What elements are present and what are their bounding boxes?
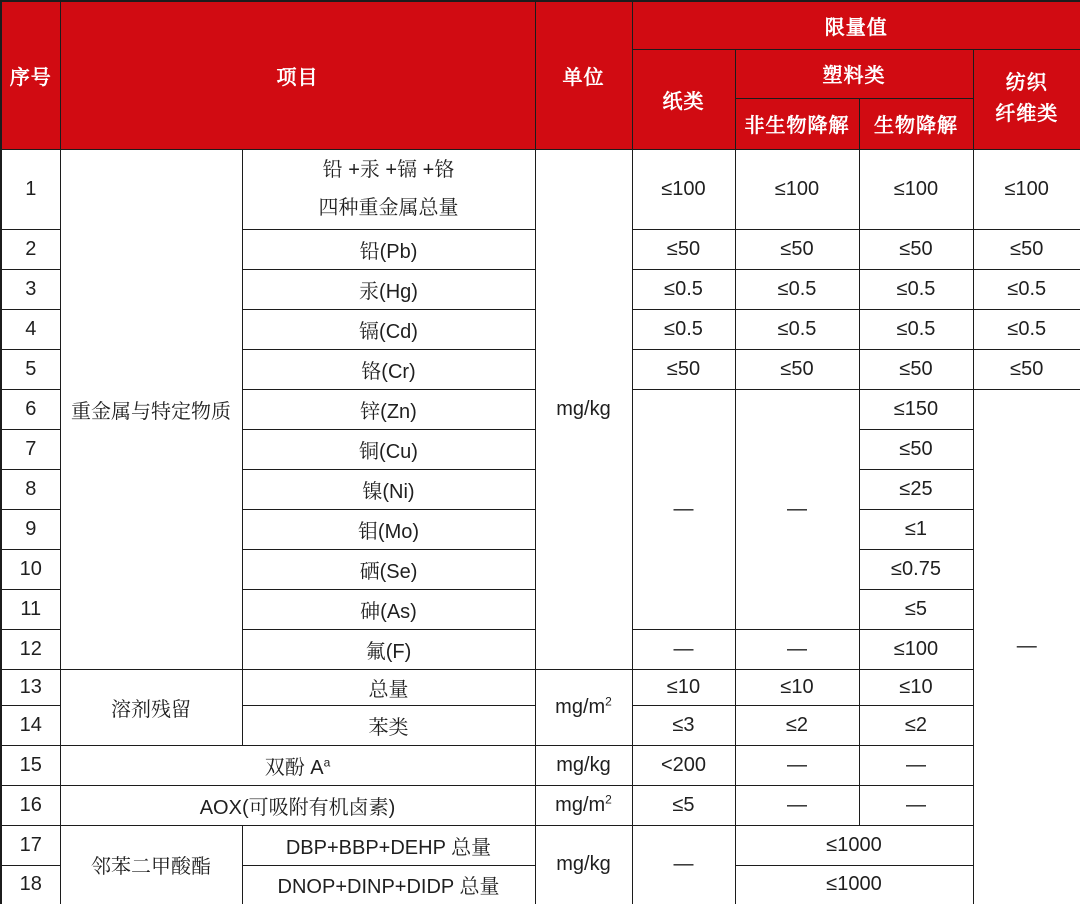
header-item: 项目 — [60, 1, 535, 149]
cell-item-r8: 镍(Ni) — [242, 469, 535, 509]
cell-serial-r1: 1 — [1, 149, 60, 229]
cell-textile-r3: ≤0.5 — [973, 269, 1080, 309]
cell-serial-r16: 16 — [1, 785, 60, 825]
table-row-17 — [1, 825, 1080, 865]
cell-plastic-nonbio-r13: ≤10 — [735, 669, 859, 705]
cell-unit-r15: mg/kg — [535, 745, 632, 785]
cell-item-r11: 砷(As) — [242, 589, 535, 629]
cell-paper-r15: <200 — [632, 745, 735, 785]
cell-plastic-nonbio-r3: ≤0.5 — [735, 269, 859, 309]
table-row-1 — [1, 149, 1080, 229]
cell-item-r5: 铬(Cr) — [242, 349, 535, 389]
cell-serial-r4: 4 — [1, 309, 60, 349]
table-row-15 — [1, 745, 1080, 785]
header-serial: 序号 — [1, 1, 60, 149]
cell-paper-r5: ≤50 — [632, 349, 735, 389]
table-row-16 — [1, 785, 1080, 825]
cell-item-r4: 镉(Cd) — [242, 309, 535, 349]
cell-paper-r16: ≤5 — [632, 785, 735, 825]
cell-plastic-nonbio-r2: ≤50 — [735, 229, 859, 269]
cell-paper-r3: ≤0.5 — [632, 269, 735, 309]
cell-textile-r2: ≤50 — [973, 229, 1080, 269]
cell-serial-r18: 18 — [1, 865, 60, 904]
cell-plastic-bio-r10: ≤0.75 — [859, 549, 973, 589]
cell-group-r17: 邻苯二甲酸酯 — [60, 825, 242, 904]
cell-serial-r17: 17 — [1, 825, 60, 865]
cell-plastic-nonbio-r6: — — [735, 389, 859, 629]
cell-plastic-bio-r3: ≤0.5 — [859, 269, 973, 309]
header-paper: 纸类 — [632, 49, 735, 149]
cell-plastic-bio-r14: ≤2 — [859, 705, 973, 745]
cell-plastic-bio-r11: ≤5 — [859, 589, 973, 629]
cell-serial-r8: 8 — [1, 469, 60, 509]
cell-serial-r13: 13 — [1, 669, 60, 705]
cell-item-r13: 总量 — [242, 669, 535, 705]
cell-item-r1: 铅 +汞 +镉 +铬 四种重金属总量 — [242, 149, 535, 229]
cell-serial-r14: 14 — [1, 705, 60, 745]
cell-paper-r2: ≤50 — [632, 229, 735, 269]
cell-serial-r9: 9 — [1, 509, 60, 549]
cell-plastic-bio-r5: ≤50 — [859, 349, 973, 389]
header-plastic-bio: 生物降解 — [859, 98, 973, 149]
cell-plastic-nonbio-r4: ≤0.5 — [735, 309, 859, 349]
cell-serial-r11: 11 — [1, 589, 60, 629]
cell-item-r14: 苯类 — [242, 705, 535, 745]
cell-serial-r7: 7 — [1, 429, 60, 469]
cell-plastic-bio-r12: ≤100 — [859, 629, 973, 669]
cell-item-r9: 钼(Mo) — [242, 509, 535, 549]
cell-plastic-nonbio-r15: — — [735, 745, 859, 785]
cell-group-r1: 重金属与特定物质 — [60, 149, 242, 669]
cell-paper-r17: — — [632, 825, 735, 904]
table-row-13 — [1, 669, 1080, 705]
cell-paper-r13: ≤10 — [632, 669, 735, 705]
cell-plastic-nonbio-r12: — — [735, 629, 859, 669]
cell-paper-r1: ≤100 — [632, 149, 735, 229]
cell-textile-r1: ≤100 — [973, 149, 1080, 229]
header-row-1 — [1, 1, 1080, 49]
cell-plastic-nonbio-r5: ≤50 — [735, 349, 859, 389]
cell-unit-r13: $mg/m^2$ — [535, 669, 632, 745]
cell-serial-r12: 12 — [1, 629, 60, 669]
cell-plastic-bio-r1: ≤100 — [859, 149, 973, 229]
cell-textile-r6: — — [973, 389, 1080, 904]
cell-plastic-bio-r7: ≤50 — [859, 429, 973, 469]
cell-serial-r10: 10 — [1, 549, 60, 589]
cell-unit-r1: mg/kg — [535, 149, 632, 669]
cell-unit-r17: mg/kg — [535, 825, 632, 904]
cell-paper-r14: ≤3 — [632, 705, 735, 745]
cell-plastic-bio-r8: ≤25 — [859, 469, 973, 509]
cell-plastic-bio-r15: — — [859, 745, 973, 785]
cell-item-r18: DNOP+DINP+DIDP 总量 — [242, 865, 535, 904]
cell-plastic-bio-r2: ≤50 — [859, 229, 973, 269]
cell-plastic-nonbio-r17: ≤1000 — [735, 825, 973, 865]
cell-plastic-bio-r16: — — [859, 785, 973, 825]
cell-item-r6: 锌(Zn) — [242, 389, 535, 429]
cell-textile-r4: ≤0.5 — [973, 309, 1080, 349]
cell-plastic-bio-r6: ≤150 — [859, 389, 973, 429]
cell-serial-r6: 6 — [1, 389, 60, 429]
header-unit: 单位 — [535, 1, 632, 149]
header-plastic: 塑料类 — [735, 49, 973, 98]
header-limit-value: 限量值 — [632, 1, 1080, 49]
cell-plastic-nonbio-r14: ≤2 — [735, 705, 859, 745]
header-textile: 纺织 纤维类 — [973, 49, 1080, 149]
cell-plastic-bio-r4: ≤0.5 — [859, 309, 973, 349]
header-plastic-nonbio: 非生物降解 — [735, 98, 859, 149]
cell-serial-r5: 5 — [1, 349, 60, 389]
cell-paper-r12: — — [632, 629, 735, 669]
cell-plastic-nonbio-r18: ≤1000 — [735, 865, 973, 904]
cell-group-r16: AOX(可吸附有机卤素) — [60, 785, 535, 825]
cell-paper-r4: ≤0.5 — [632, 309, 735, 349]
cell-group-r13: 溶剂残留 — [60, 669, 242, 745]
cell-item-r12: 氟(F) — [242, 629, 535, 669]
table-body — [1, 149, 1080, 904]
cell-textile-r5: ≤50 — [973, 349, 1080, 389]
cell-item-r3: 汞(Hg) — [242, 269, 535, 309]
cell-plastic-nonbio-r1: ≤100 — [735, 149, 859, 229]
cell-item-r7: 铜(Cu) — [242, 429, 535, 469]
table-header — [1, 1, 1080, 149]
cell-plastic-bio-r9: ≤1 — [859, 509, 973, 549]
cell-plastic-nonbio-r16: — — [735, 785, 859, 825]
cell-serial-r15: 15 — [1, 745, 60, 785]
cell-item-r10: 硒(Se) — [242, 549, 535, 589]
cell-serial-r3: 3 — [1, 269, 60, 309]
cell-unit-r16: $mg/m^2$ — [535, 785, 632, 825]
cell-group-r15: 双酚 $A^a$ — [60, 745, 535, 785]
cell-serial-r2: 2 — [1, 229, 60, 269]
cell-item-r2: 铅(Pb) — [242, 229, 535, 269]
cell-plastic-bio-r13: ≤10 — [859, 669, 973, 705]
cell-item-r17: DBP+BBP+DEHP 总量 — [242, 825, 535, 865]
cell-paper-r6: — — [632, 389, 735, 629]
